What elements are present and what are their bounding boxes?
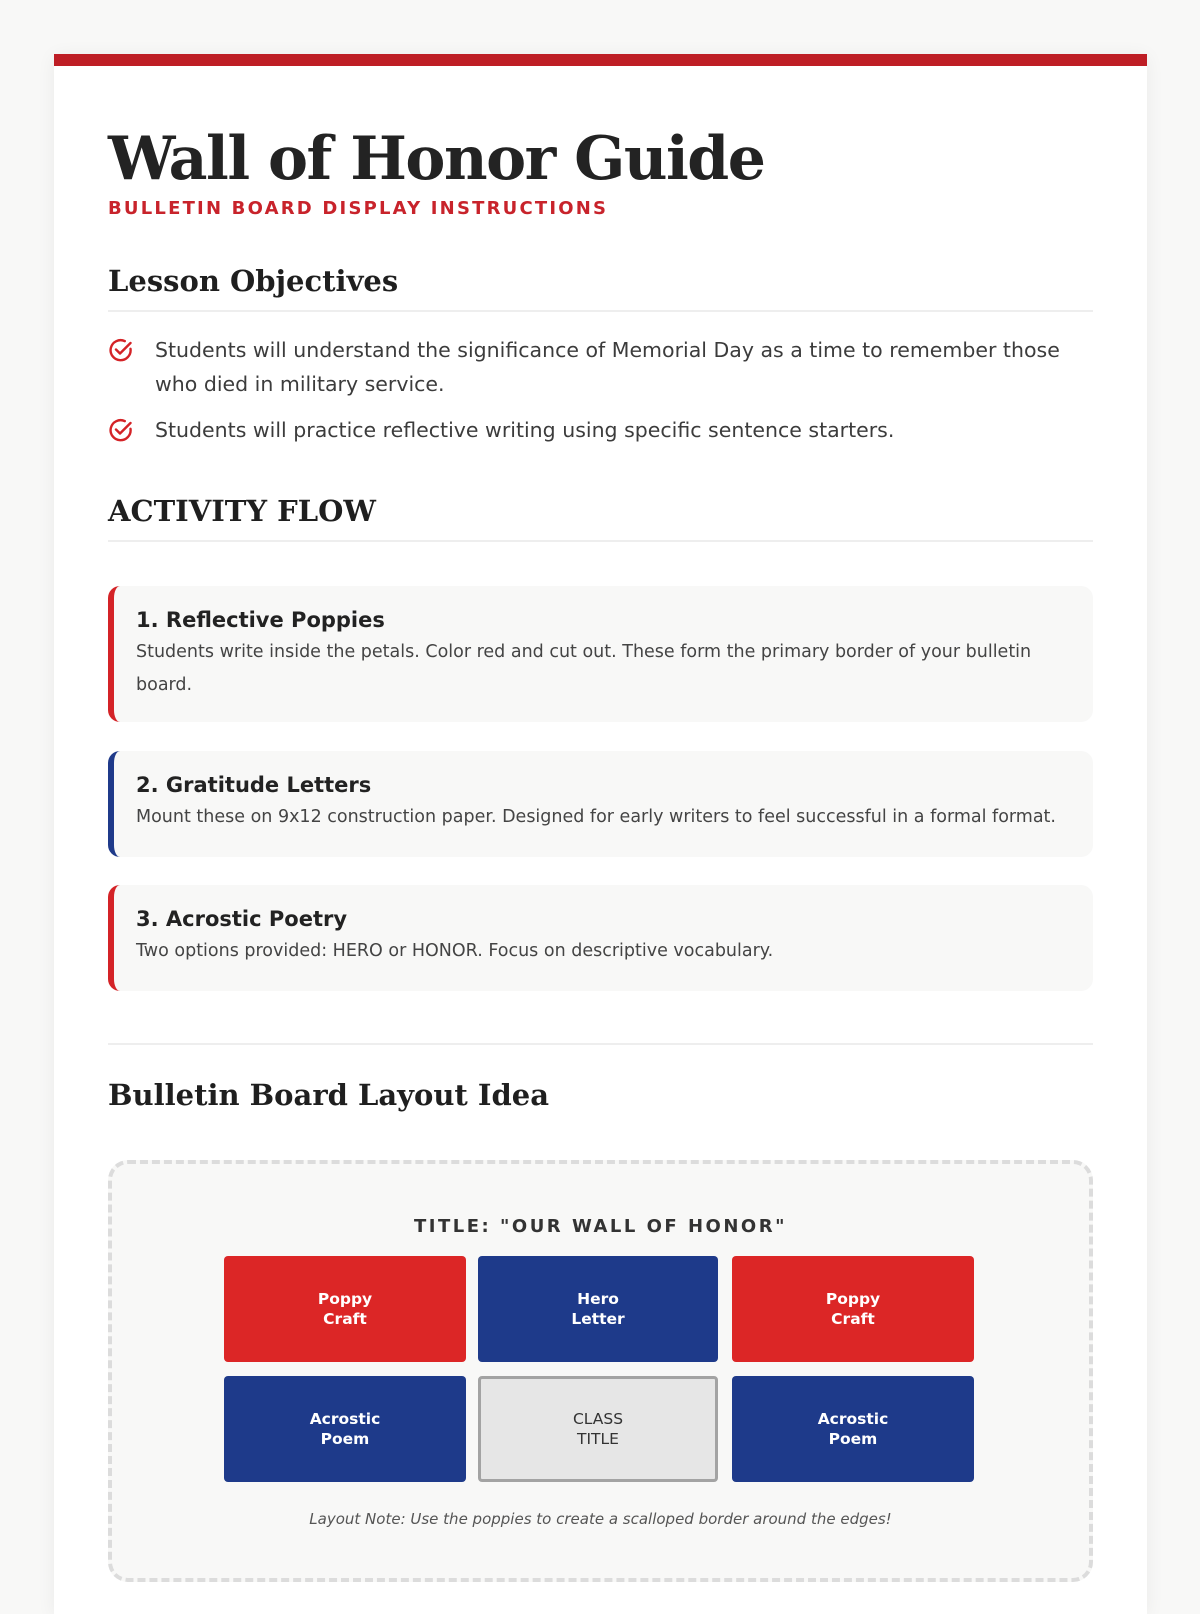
objective-text: Students will understand the significance of Memorial Day as a time to remember those who died in military service. (155, 338, 1060, 396)
bulletin-board-layout (108, 1160, 1093, 1582)
tile-poppy-craft: Poppy Craft (224, 1256, 466, 1362)
layout-grid (224, 1256, 966, 1482)
layout-note: Layout Note: Use the poppies to create a scalloped border around the edges! (309, 1510, 892, 1528)
tile-class-title: CLASS TITLE (478, 1376, 718, 1482)
step-title: 1. Reflective Poppies (136, 608, 385, 632)
tile-poppy-craft: Poppy Craft (732, 1256, 974, 1362)
objective-item (108, 333, 1093, 401)
page-title: Wall of Honor Guide (108, 124, 765, 194)
activity-flow-heading: ACTIVITY FLOW (108, 494, 1093, 542)
step-description: Mount these on 9x12 construction paper. Designed for early writers to feel successful in a formal format. (136, 807, 1056, 827)
page-subtitle: BULLETIN BOARD DISPLAY INSTRUCTIONS (108, 198, 609, 219)
board-title: TITLE: "OUR WALL OF HONOR" (414, 1216, 787, 1237)
step-description: Two options provided: HERO or HONOR. Focus on descriptive vocabulary. (136, 941, 774, 961)
tile-acrostic-poem: Acrostic Poem (732, 1376, 974, 1482)
activity-step-poppies (108, 586, 1093, 722)
tile-hero-letter: Hero Letter (478, 1256, 718, 1362)
objectives-heading: Lesson Objectives (108, 264, 1093, 312)
check-circle-icon (108, 337, 134, 363)
tile-acrostic-poem: Acrostic Poem (224, 1376, 466, 1482)
step-description: Students write inside the petals. Color red and cut out. These form the primary border of your bulletin board. (136, 642, 1032, 695)
activity-step-letters (108, 751, 1093, 857)
layout-heading: Bulletin Board Layout Idea (108, 1078, 550, 1112)
check-circle-icon (108, 417, 134, 443)
objectives-list (108, 333, 1093, 459)
activity-step-poetry (108, 885, 1093, 991)
objective-item (108, 413, 1093, 447)
guide-card (54, 54, 1147, 1614)
step-title: 2. Gratitude Letters (136, 773, 372, 797)
step-title: 3. Acrostic Poetry (136, 907, 348, 931)
section-divider (108, 1043, 1093, 1045)
objective-text: Students will practice reflective writing using specific sentence starters. (155, 418, 895, 442)
